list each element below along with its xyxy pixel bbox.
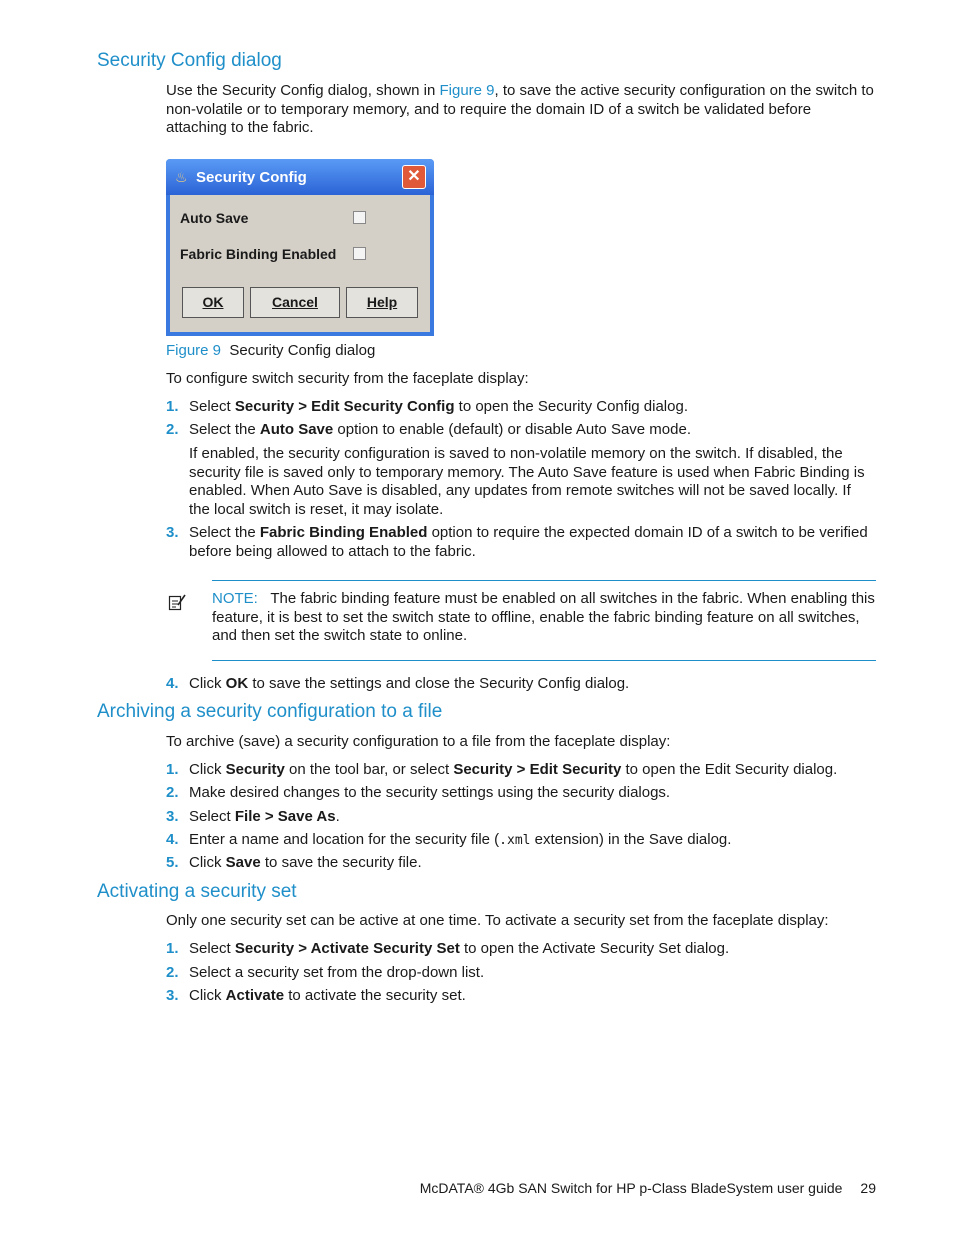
step-text: Select the <box>189 421 260 438</box>
step-number: 2. <box>166 784 179 801</box>
note-top-rule <box>212 580 876 581</box>
step-text: Click <box>189 761 226 778</box>
step-text: on the tool bar, or select <box>284 761 454 778</box>
figure-label: Figure 9 <box>166 342 222 359</box>
archiving-lead: To archive (save) a security configuration to a file from the faceplate display: <box>166 733 671 750</box>
step-number: 2. <box>166 964 179 981</box>
step-bold: Fabric Binding Enabled <box>259 524 428 541</box>
step-text: Select a security set from the drop-down list. <box>189 964 485 981</box>
close-icon: ✕ <box>402 165 426 189</box>
page-number: 29 <box>860 1180 876 1196</box>
step-bold: OK <box>225 675 249 692</box>
step-text: extension) in the Save dialog. <box>530 831 732 848</box>
step-number: 5. <box>166 854 179 871</box>
step-bold: Auto Save <box>259 421 334 438</box>
footer-guide-title: McDATA® 4Gb SAN Switch for HP p-Class BladeSystem user guide <box>419 1180 843 1196</box>
list-item <box>166 524 876 561</box>
step-bold: File > Save As <box>234 808 336 825</box>
step-text: Click <box>189 854 226 871</box>
list-item <box>166 784 876 803</box>
note-icon <box>168 593 186 611</box>
intro-text-after: , to save the active security configuration on the switch to non-volatile or to temporary memory, and to require the domain ID of a switch be validated before attaching to the fabric. <box>166 82 874 136</box>
section-heading-archiving: Archiving a security configuration to a file <box>97 701 443 722</box>
list-item <box>166 854 876 873</box>
step-number: 3. <box>166 808 179 825</box>
ok-button: OK <box>182 287 244 318</box>
step-number: 2. <box>166 421 179 438</box>
step-text: to open the Activate Security Set dialog. <box>459 940 730 957</box>
step-number: 4. <box>166 675 179 692</box>
figure-9-link[interactable]: Figure 9 <box>439 82 495 99</box>
step-text: Click <box>189 675 226 692</box>
step-bold: Security > Edit Security <box>453 761 622 778</box>
step-text: to open the Edit Security dialog. <box>621 761 838 778</box>
step-text: option to require the expected domain ID of a switch to be verified before being allowed to attach to the fabric. <box>189 524 868 560</box>
list-item <box>166 831 876 851</box>
step-text: Select the <box>189 524 260 541</box>
list-item <box>166 987 876 1006</box>
step-bold: Security <box>225 761 285 778</box>
step-number: 1. <box>166 398 179 415</box>
auto-save-checkbox <box>353 211 366 224</box>
step-text: to save the security file. <box>260 854 422 871</box>
help-button: Help <box>346 287 418 318</box>
dialog-title-bar <box>166 159 434 195</box>
java-app-icon: ♨ <box>175 169 188 185</box>
step-bold: Activate <box>225 987 285 1004</box>
step-bold: Save <box>225 854 261 871</box>
step-text: Select <box>189 940 235 957</box>
fabric-binding-label: Fabric Binding Enabled <box>180 246 337 262</box>
step-text: to save the settings and close the Security Config dialog. <box>248 675 630 692</box>
step-text: Select <box>189 808 235 825</box>
list-item <box>166 761 876 780</box>
activating-lead: Only one security set can be active at one time. To activate a security set from the faceplate display: <box>166 912 829 929</box>
list-item <box>166 398 876 417</box>
step-text: option to enable (default) or disable Auto Save mode. <box>333 421 691 438</box>
note-body: The fabric binding feature must be enabled on all switches in the fabric. When enabling this feature, it is best to set the switch state to offline, enable the fabric binding feature on all switches, and then set the switch state to online. <box>212 590 875 644</box>
step-number: 1. <box>166 940 179 957</box>
section-heading-security-config: Security Config dialog <box>97 50 282 71</box>
list-item <box>166 421 876 440</box>
list-item <box>166 675 876 694</box>
step-number: 3. <box>166 524 179 541</box>
list-item <box>166 964 876 983</box>
auto-save-label: Auto Save <box>180 210 249 226</box>
config-lead: To configure switch security from the faceplate display: <box>166 370 529 387</box>
list-item <box>166 940 876 959</box>
step-text: Enter a name and location for the security file ( <box>189 831 500 848</box>
note-box <box>212 590 876 646</box>
note-label: NOTE: <box>212 590 258 607</box>
step-number: 1. <box>166 761 179 778</box>
intro-text-before: Use the Security Config dialog, shown in <box>166 82 440 99</box>
step-bold: Security > Edit Security Config <box>234 398 455 415</box>
cancel-button: Cancel <box>250 287 340 318</box>
file-extension-code: .xml <box>499 833 531 848</box>
step-number: 3. <box>166 987 179 1004</box>
dialog-body <box>170 195 430 332</box>
step-text: to activate the security set. <box>284 987 466 1004</box>
section-heading-activating: Activating a security set <box>97 881 297 902</box>
dialog-title: Security Config <box>196 169 307 186</box>
step-text: Make desired changes to the security settings using the security dialogs. <box>189 784 671 801</box>
step-number: 4. <box>166 831 179 848</box>
list-item <box>166 808 876 827</box>
figure-caption <box>166 342 876 361</box>
figure-caption-text: Security Config dialog <box>229 342 376 359</box>
step-text: to open the Security Config dialog. <box>454 398 688 415</box>
step-text: Click <box>189 987 226 1004</box>
step-text: Select <box>189 398 235 415</box>
note-bottom-rule <box>212 660 876 661</box>
page-footer <box>420 1180 876 1196</box>
security-config-dialog-figure <box>166 159 434 336</box>
intro-paragraph <box>166 82 876 138</box>
step-text: . <box>335 808 340 825</box>
step-2-detail: If enabled, the security configuration is saved to non-volatile memory on the switch. If disabled, the security file is saved only to temporary memory. The Auto Save feature is used when Fabric Binding is enabled. When Auto Save is disabled, any updates from remote switches will not be saved locally. If the local switch is reset, it may isolate. <box>189 445 865 518</box>
step-bold: Security > Activate Security Set <box>234 940 460 957</box>
fabric-binding-checkbox <box>353 247 366 260</box>
